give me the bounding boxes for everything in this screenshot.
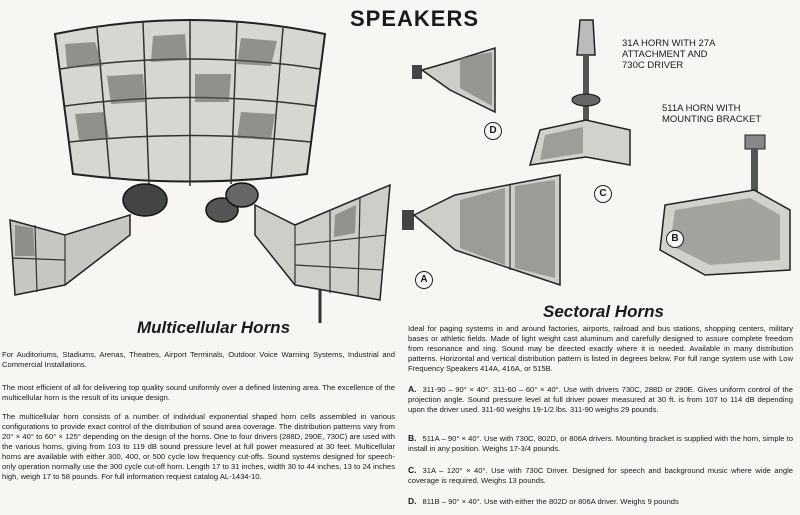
spec-item-b xyxy=(408,433,793,454)
multicellular-horn-with-drivers-illustration xyxy=(200,165,395,325)
spec-text: 31A – 120° × 40°. Use with 730C Driver. Designed for speech and background music where wide angle coverage is required. Weighs 13 pounds. xyxy=(408,466,793,485)
spec-item-c xyxy=(408,465,793,486)
spec-item-d xyxy=(408,496,793,507)
figure-letter-a: A xyxy=(415,271,433,289)
multicellular-heading: Multicellular Horns xyxy=(137,318,291,337)
spec-text: 311-90 – 90° × 40°. 311-60 – 60° × 40°. Use with drivers 730C, 288D or 290E. Gives uniform control of the projection angle. Sound pressure level at full driver power measured at 30 ft. is from 107 to 114 dB depending upon the driver used. 311-60 weighs 19-1/2 lbs. 311-90 weighs 29 pounds. xyxy=(408,385,793,414)
caption-511a-horn: 511A HORN WITH MOUNTING BRACKET xyxy=(662,103,762,125)
spec-label: C. xyxy=(408,465,417,475)
multicellular-intro: For Auditoriums, Stadiums, Arenas, Theatres, Airport Terminals, Outdoor Voice Warning Systems, Industrial and Commercial Installations. xyxy=(2,350,395,369)
page-title: SPEAKERS xyxy=(350,6,480,31)
multicellular-paragraph-2: The multicellular horn consists of a number of individual exponential shaped horn cells assembled in various configurations to provide exact control of the distribution of sound area coverage. The distribution patterns vary from 20° × 40° to 60° × 125° depending on the design of the horns. One to four drivers (288D, 290E, 730C) are used with the various horns, giving from 103 to 119 dB sound pressure level at full power measured at 30 feet. Multicellular horns are available with either 300, 400, or 500 cycle low frequency cut-offs. Sound systems designed for speech-only operation normally use the 300 cycle cut-off horn. Length 17 to 31 inches, width 30 to 44 inches, 13 to 24 inches high, weigh 17 to 58 pounds. For full information request catalog AL-1434-10. xyxy=(2,412,395,481)
spec-text: 811B – 90° × 40°. Use with either the 802D or 806A driver. Weighs 9 pounds xyxy=(422,497,679,506)
sectoral-horn-d-illustration xyxy=(410,40,500,130)
spec-label: B. xyxy=(408,433,417,443)
sectoral-horn-c-illustration xyxy=(525,15,635,185)
spec-label: D. xyxy=(408,496,417,506)
spec-item-a xyxy=(408,384,793,415)
sectoral-intro: Ideal for paging systems in and around factories, airports, railroad and bus stations, shopping centers, military bases or athletic fields. Made of light weight cast aluminum and carefully designed to assure complete freedom from resonance and ring. Sound may be directed exactly where it is needed. Available in many distribution patterns. Horizontal and vertical distribution pattern is listed in degrees below. For full range system use with Low Frequency Speakers 414A, 416A, or 515B. xyxy=(408,324,793,373)
figure-letter-d: D xyxy=(484,122,502,140)
multicellular-paragraph-1: The most efficient of all for delivering top quality sound uniformly over a defined listening area. The excellence of the multicellular horn is the result of its unique design. xyxy=(2,383,395,402)
sectoral-horn-b-illustration xyxy=(655,130,795,280)
multicellular-horn-small-left-illustration xyxy=(5,180,180,310)
figure-letter-c: C xyxy=(594,185,612,203)
multicellular-horn-large-illustration xyxy=(45,14,335,189)
figure-letter-b: B xyxy=(666,230,684,248)
spec-text: 511A – 90° × 40°. Use with 730C, 802D, or 806A drivers. Mounting bracket is supplied with the horn, simple to install in any position. Weighs 17-3/4 pounds. xyxy=(408,434,793,453)
sectoral-heading: Sectoral Horns xyxy=(543,302,664,321)
caption-31a-horn: 31A HORN WITH 27A ATTACHMENT AND 730C DRIVER xyxy=(622,38,715,71)
spec-label: A. xyxy=(408,384,417,394)
